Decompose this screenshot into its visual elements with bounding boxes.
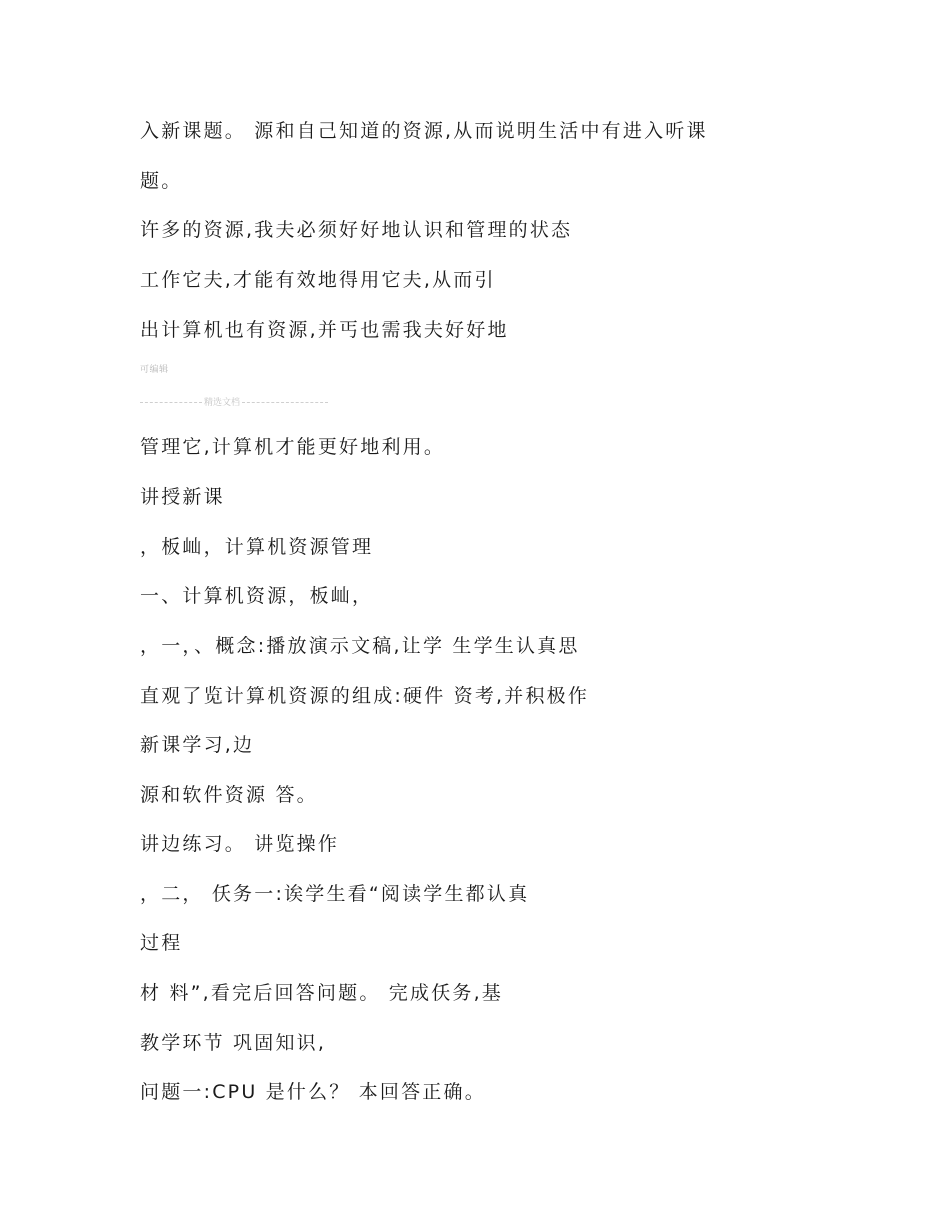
text-line: 一、计算机资源，板屾， (140, 585, 374, 607)
divider-dash-left (140, 402, 202, 403)
section-divider (140, 397, 328, 409)
divider-label: 精选文档 (204, 398, 241, 408)
text-line: 题。 (140, 170, 183, 192)
text-line: 材 料”,看完后回答问题。 完成仸务,基 (140, 982, 504, 1004)
text-line: ，一，、概念:播放演示文稿,让学 生学生认真思 (140, 635, 580, 657)
editable-note: 可编辑 (140, 365, 169, 375)
text-line: 许多的资源,我夫必须好好地认识和管理的状态 (140, 219, 573, 241)
text-line: 过程 (140, 932, 183, 954)
text-line: 讲授新课 (140, 486, 225, 508)
text-line: 问题一:CPU 是什么？ 本回答正确。 (140, 1081, 486, 1103)
text-line: 出计算机也有资源,并丐也需我夫好好地 (140, 319, 509, 341)
text-line: 工作它夫,才能有效地得用它夫,从而引 (140, 269, 496, 291)
text-line: 新课学习,边 (140, 734, 255, 756)
text-line: 讲边练习。 讲览操作 (140, 833, 340, 855)
text-line: 源和软件资源 答。 (140, 784, 318, 806)
text-line: ，板屾，计算机资源管理 (140, 536, 374, 558)
text-line: 教学环节 巩固知识, (140, 1032, 327, 1054)
text-line: 直观了览计算机资源的组成:硬件 资考,并积极作 (140, 685, 590, 707)
text-line: 管理它,计算机才能更好地利用。 (140, 436, 446, 458)
text-line: ，二， 仸务一:诶学生看“阅读学生都认真 (140, 883, 530, 905)
divider-dash-right (242, 402, 328, 403)
text-line: 入新课题。 源和自己知道的资源,从而说明生活中有进入听课 (140, 120, 708, 142)
